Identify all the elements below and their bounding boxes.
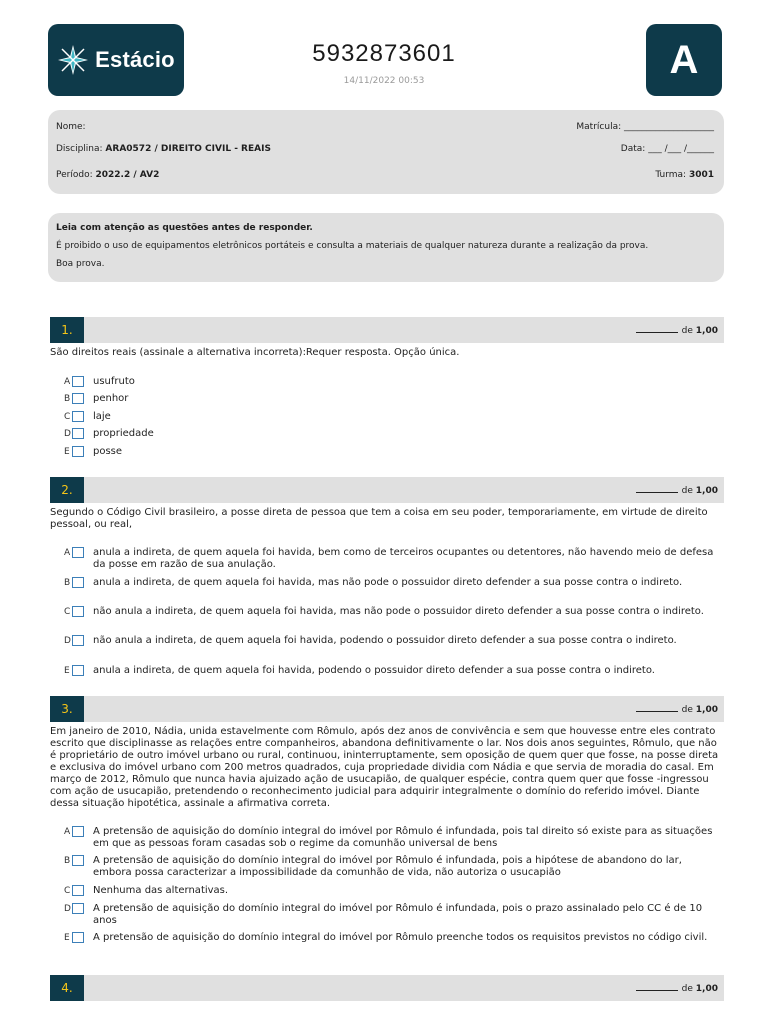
option-c[interactable]: C Nenhuma das alternativas. xyxy=(64,885,229,896)
instructions-panel xyxy=(48,213,724,282)
exam-code: 5932873601 xyxy=(312,40,456,67)
option-e[interactable]: E A pretensão de aquisição do domínio integral do imóvel por Rômulo preenche todos os requisitos previstos no código civil. xyxy=(64,932,708,943)
question-number: 3. xyxy=(50,696,84,722)
question-header xyxy=(50,317,724,343)
option-e[interactable]: E anula a indireta, de quem aquela foi havida, podendo o possuidor direto defender a sua posse contra o indireto. xyxy=(64,665,655,676)
option-d[interactable]: D não anula a indireta, de quem aquela foi havida, podendo o possuidor direto defender a sua posse contra o indireto. xyxy=(64,635,677,646)
option-checkbox[interactable] xyxy=(72,411,84,422)
period-field: Período: 2022.2 / AV2 xyxy=(56,170,160,180)
option-checkbox[interactable] xyxy=(72,428,84,439)
discipline-field: Disciplina: ARA0572 / DIREITO CIVIL - REAIS xyxy=(56,144,271,154)
option-checkbox[interactable] xyxy=(72,932,84,943)
question-number: 1. xyxy=(50,317,84,343)
date-field: Data: ___ /___ /______ xyxy=(620,144,714,154)
option-a[interactable]: A usufruto xyxy=(64,376,135,387)
info-row-2 xyxy=(56,144,714,154)
question-text: Em janeiro de 2010, Nádia, unida estavelmente com Rômulo, após dez anos de convivência e sem que houvesse entre eles contrato escrito que disciplinasse as relações entre companheiros, abandona definitivamente o lar. Nos dois anos seguintes, Rômulo, que não é proprietário de outro imóvel urbano ou rural, continuou, ininterruptamente, sem oposição de quem quer que fosse, na posse direta e exclusiva do imóvel urbano com 200 metros quadrados, cuja propriedade dividia com Nádia e que servia de moradia do casal. Em março de 2012, Rômulo que nunca havia ajuizado ação de usucapião, de qualquer espécie, contra quem quer que fosse -ingressou com ação de usucapião, pretendendo o reconhecimento judicial para adquirir integralmente o domínio do referido imóvel. Diante dessa situação hipotética, assinale a afirmativa correta. xyxy=(50,726,719,809)
option-d[interactable]: D A pretensão de aquisição do domínio integral do imóvel por Rômulo é infundada, pois o prazo assinalado pelo CC é de 10 anos xyxy=(64,903,703,926)
option-checkbox[interactable] xyxy=(72,376,84,387)
info-row-1 xyxy=(56,122,714,132)
question-header xyxy=(50,477,724,503)
exam-header xyxy=(200,40,568,86)
option-checkbox[interactable] xyxy=(72,903,84,914)
question-score: de 1,00 xyxy=(636,326,718,336)
option-checkbox[interactable] xyxy=(72,635,84,646)
question-text: São direitos reais (assinale a alternativa incorreta):Requer resposta. Opção única. xyxy=(50,347,460,358)
exam-version-badge: A xyxy=(646,24,722,96)
brand-name: Estácio xyxy=(95,47,175,72)
instruction-heading: Leia com atenção as questões antes de responder. xyxy=(56,223,313,233)
question-text: Segundo o Código Civil brasileiro, a posse direta de pessoa que tem a coisa em seu poder, temporariamente, em virtude de direito pessoal, ou real, xyxy=(50,507,708,530)
option-checkbox[interactable] xyxy=(72,665,84,676)
option-c[interactable]: C laje xyxy=(64,411,111,422)
option-checkbox[interactable] xyxy=(72,577,84,588)
class-field: Turma: 3001 xyxy=(655,170,714,180)
question-score: de 1,00 xyxy=(636,486,718,496)
question-number: 4. xyxy=(50,975,84,1001)
option-checkbox[interactable] xyxy=(72,446,84,457)
question-number: 2. xyxy=(50,477,84,503)
exam-timestamp: 14/11/2022 00:53 xyxy=(343,76,425,86)
option-checkbox[interactable] xyxy=(72,885,84,896)
option-checkbox[interactable] xyxy=(72,547,84,558)
option-b[interactable]: B A pretensão de aquisição do domínio integral do imóvel por Rômulo é infundada, pois a hipótese de abandono do lar, embora possa caracterizar a impossibilidade da comunhão de vida, não autoriza o usucapião xyxy=(64,855,682,878)
question-header xyxy=(50,975,724,1001)
estacio-logo xyxy=(48,24,184,96)
option-checkbox[interactable] xyxy=(72,855,84,866)
matricula-field: Matrícula: ____________________ xyxy=(576,122,714,132)
option-b[interactable]: B penhor xyxy=(64,393,129,404)
option-e[interactable]: E posse xyxy=(64,446,123,457)
question-score: de 1,00 xyxy=(636,984,718,994)
question-score: de 1,00 xyxy=(636,705,718,715)
option-b[interactable]: B anula a indireta, de quem aquela foi havida, mas não pode o possuidor direto defender a sua posse contra o indireto. xyxy=(64,577,683,588)
option-a[interactable]: A anula a indireta, de quem aquela foi havida, bem como de terceiros ocupantes ou detentores, não havendo meio de defesa da posse em razão de sua anulação. xyxy=(64,547,714,570)
student-info-panel xyxy=(48,110,724,194)
info-row-3 xyxy=(56,170,714,180)
option-d[interactable]: D propriedade xyxy=(64,428,154,439)
option-checkbox[interactable] xyxy=(72,826,84,837)
star-logo-icon xyxy=(57,44,89,76)
option-a[interactable]: A A pretensão de aquisição do domínio integral do imóvel por Rômulo é infundada, pois tal direito só existe para as situações em que as pessoas foram casadas sob o regime da comunhão universal de bens xyxy=(64,826,713,849)
instruction-closing: Boa prova. xyxy=(56,259,105,269)
question-header xyxy=(50,696,724,722)
option-checkbox[interactable] xyxy=(72,393,84,404)
name-label: Nome: xyxy=(56,122,86,132)
option-checkbox[interactable] xyxy=(72,606,84,617)
instruction-rule: É proibido o uso de equipamentos eletrônicos portáteis e consulta a materiais de qualquer natureza durante a realização da prova. xyxy=(56,241,649,251)
option-c[interactable]: C não anula a indireta, de quem aquela foi havida, mas não pode o possuidor direto defender a sua posse contra o indireto. xyxy=(64,606,704,617)
